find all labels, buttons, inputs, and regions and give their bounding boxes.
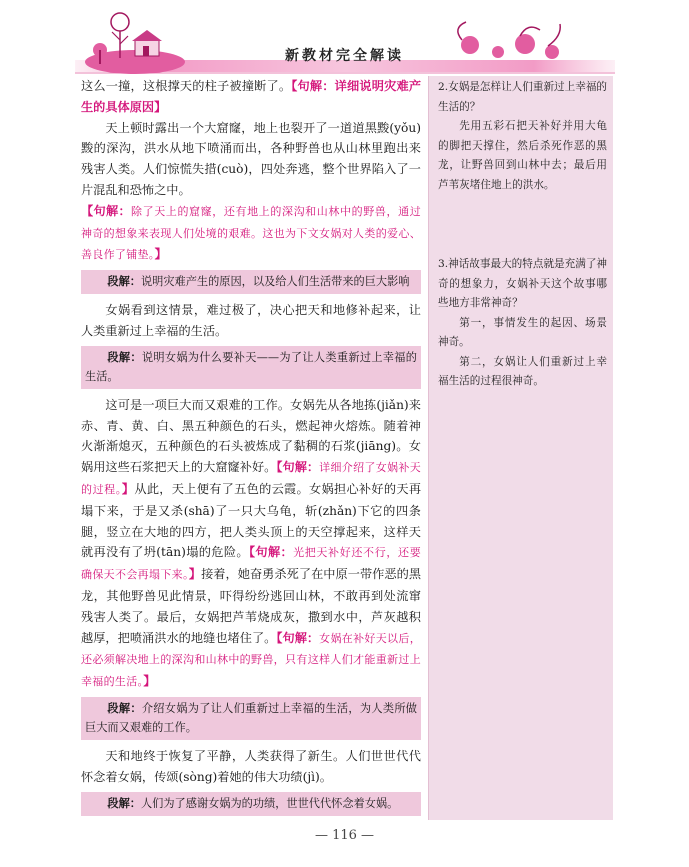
paragraph-text: 这可是一项巨大而又艰难的工作。女娲先从各地拣(jiǎn)来赤、青、黄、白、黑五种颜色的石头，燃起神火熔炼。随着神火渐渐熄灭，五种颜色的石头被炼成了黏稠的石浆(jiāng)。女娲用这些石浆把天上的大窟窿补好。 <box>81 397 421 475</box>
sentence-analysis-tag: 【句解：详细说明灾难产生的具体原因】 <box>81 79 422 114</box>
paragraph-analysis-text: 介绍女娲为了让人们重新过上幸福的生活，为人类所做巨大而又艰难的工作。 <box>85 701 417 734</box>
paragraph-analysis-text: 说明女娲为什么要补天——为了让人类重新过上幸福的生活。 <box>85 350 417 383</box>
bracket-close: 】 <box>188 567 202 582</box>
header-decoration <box>0 0 689 78</box>
bracket-close: 】 <box>121 481 135 496</box>
paragraph-analysis-label: 段解： <box>107 795 141 810</box>
sentence-analysis-label: 【句解： <box>81 203 131 218</box>
main-text-column <box>81 76 421 822</box>
paragraph-analysis-text: 人们为了感谢女娲为的功绩，世世代代怀念着女娲。 <box>140 796 399 810</box>
sentence-analysis-label: 【句解： <box>276 460 320 475</box>
sentence-analysis-label: 【句解： <box>248 545 294 560</box>
answer-3-part-2: 第二，女娲让人们重新过上幸福生活的过程很神奇。 <box>438 355 607 387</box>
paragraph-analysis-box <box>81 792 421 816</box>
paragraph-text: 天和地终于恢复了平静，人类获得了新生。人们世世代代怀念着女娲，传颂(sòng)着她的伟大功绩(jì)。 <box>81 748 421 784</box>
sentence-analysis-label: 【句解： <box>276 630 320 645</box>
question-2: 2.女娲是怎样让人们重新过上幸福的生活的？ <box>438 81 608 113</box>
side-qa-column <box>428 76 613 820</box>
sentence-analysis-note: 光把天补好还不行，还要确保天不会再塌下来。 <box>81 546 421 582</box>
paragraph-text: 接着，她奋勇杀死了在中原一带作恶的黑龙，其他野兽见此情景，吓得纷纷逃回山林，不敢再到处流窜残害人类了。最后，女娲把芦苇烧成灰，撒到水中，芦灰越积越厚，把喷涌洪水的地缝也堵住了。 <box>81 567 422 645</box>
text-paragraph <box>81 118 421 201</box>
question-3: 3.神话故事最大的特点就是充满了神奇的想象力，女娲补天这个故事哪些地方非常神奇？ <box>438 258 608 309</box>
paragraph-analysis-box <box>81 697 421 740</box>
book-title: 新教材完全解读 <box>285 48 404 64</box>
page-number: — 116 — <box>314 828 375 843</box>
sentence-analysis-note: 详细介绍了女娲补天的过程。 <box>81 461 422 496</box>
paragraph-analysis-text: 说明灾难产生的原因，以及给人们生活带来的巨大影响 <box>140 275 410 289</box>
paragraph-analysis-box <box>81 346 421 389</box>
paragraph-analysis-box <box>81 270 421 294</box>
paragraph-analysis-label: 段解： <box>107 700 142 715</box>
answer-3-part-1: 第一，事情发生的起因、场景神奇。 <box>438 316 607 348</box>
paragraph-text: 这么一撞，这根撑天的柱子被撞断了。 <box>81 79 292 93</box>
text-paragraph <box>81 746 421 788</box>
paragraph-analysis-label: 段解： <box>107 274 141 289</box>
sentence-analysis-note: 女娲在补好天以后，还必须解决地上的深沟和山林中的野兽，只有这样人们才能重新过上幸福的生活。 <box>81 631 422 689</box>
text-paragraph <box>81 300 421 342</box>
sentence-analysis-note: 除了天上的窟窿，还有地上的深沟和山林中的野兽，通过神奇的想象来表现人们处境的艰难。这也为下文女娲对人类的爱心、善良作了铺垫。 <box>81 204 421 262</box>
page-header <box>0 0 689 78</box>
answer-2: 先用五彩石把天补好并用大龟的脚把天撑住，然后杀死作恶的黑龙，让野兽回到山林中去；最后用芦苇灰堵住地上的洪水。 <box>438 120 607 191</box>
paragraph-text: 女娲看到这情景，难过极了，决心把天和地修补起来，让人类重新过上幸福的生活。 <box>81 303 421 338</box>
text-paragraph <box>81 395 421 693</box>
text-paragraph <box>81 76 421 118</box>
bracket-close: 】 <box>154 247 167 262</box>
paragraph-text: 从此，天上便有了五色的云霞。女娲担心补好的天再塌下来，于是又杀(shā)了一只大乌龟，斩(zhǎn)下它的四条腿，竖立在大地的四方，把人类头顶上的天空撑起来，这样天就再没有了坍(tān)塌的危险。 <box>81 481 422 560</box>
sentence-analysis <box>81 201 421 266</box>
bracket-close: 】 <box>143 674 156 689</box>
paragraph-analysis-label: 段解： <box>107 349 142 364</box>
paragraph-text: 天上顿时露出一个大窟窿，地上也裂开了一道道黑黢(yǒu)黢的深沟，洪水从地下喷涌而出，各种野兽也从山林里跑出来残害人类。人们惊慌失措(cuò)，四处奔逃，整个世界陷入了一片混乱和恐怖之中。 <box>81 120 421 197</box>
